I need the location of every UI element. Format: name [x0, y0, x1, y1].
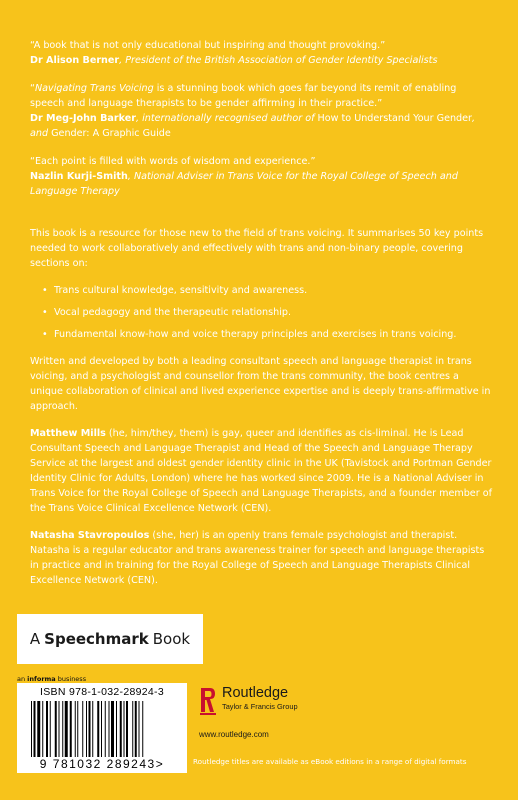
- barcode-bars: [31, 701, 173, 757]
- speechmark-imprint-logo: A Speechmark Book: [17, 614, 203, 664]
- quote-role: , National Adviser in Trans Voice for the Royal College of Speech and Language Therapy: [30, 171, 458, 197]
- quote-author: Dr Alison Berner: [30, 55, 120, 66]
- quote-attribution: Dr Meg-John Barker, internationally recognised author of How to Understand Your Gender, and Gender: A Graphic Guide: [30, 113, 476, 139]
- topic-list: [30, 283, 492, 342]
- topic-item: • Fundamental know-how and voice therapy principles and exercises in trans voicing.: [42, 329, 457, 340]
- author-bio-1: Matthew Mills (he, him/they, them) is gay, queer and identifies as cis-liminal. He is Lead Consultant Speech and Language Therapist and Head of the Speech and Language Therapy Service at the largest and oldest gender identity clinic in the UK (Tavistock and Portman Gender Identity Clinic for Adults, London) where he has worked since 2009. He is a National Adviser in Trans Voice for the Royal College of Speech and Language Therapists, and a founder member of the Trans Voice Clinical Excellence Network (CEN).: [30, 428, 492, 514]
- quote-attribution: [30, 169, 492, 199]
- description-body: Written and developed by both a leading consultant speech and language therapist in trans voicing, and a psychologist and counsellor from the trans community, the book centres a unique collaboration of clinical and lived experience expertise and is deeply trans-affirmative in approach.: [30, 356, 491, 412]
- quote-author: Dr Meg-John Barker: [30, 113, 136, 124]
- routledge-logo-icon: [199, 686, 217, 716]
- bullet-icon: •: [42, 307, 48, 318]
- bullet-icon: •: [42, 329, 48, 340]
- isbn-barcode: [17, 683, 187, 773]
- back-cover-text: [30, 38, 492, 600]
- book-title: Navigating Trans Voicing: [34, 83, 154, 94]
- quote-role: , President of the British Association of Gender Identity Specialists: [119, 55, 438, 66]
- bullet-icon: •: [42, 285, 48, 296]
- quote-1: [30, 38, 492, 68]
- informa-business-label: an informa business: [17, 675, 87, 683]
- isbn-number: ISBN 978-1-032-28924-3: [40, 686, 164, 698]
- speechmark-brand: Speechmark: [44, 630, 149, 648]
- quote-author: Nazlin Kurji-Smith: [30, 171, 128, 182]
- author-name: Natasha Stavropoulos: [30, 530, 150, 541]
- publisher-url[interactable]: www.routledge.com: [199, 730, 269, 739]
- topic-item: • Vocal pedagogy and the therapeutic relationship.: [42, 307, 292, 318]
- publisher-name: Routledge: [222, 685, 289, 701]
- quote-text: “Each point is filled with words of wisdom and experience.”: [30, 156, 316, 167]
- topic-item: • Trans cultural knowledge, sensitivity and awareness.: [42, 285, 308, 296]
- quote-2: [30, 81, 492, 141]
- publisher-group: Taylor & Francis Group: [222, 702, 298, 711]
- author-bio-2: Natasha Stavropoulos (she, her) is an openly trans female psychologist and therapist. Natasha is a regular educator and trans awareness trainer for speech and language therapists in practice and in training for the Royal College of Speech and Language Therapists Clinical Excellence Network (CEN).: [30, 530, 485, 586]
- barcode-digits: 9 781032 289243>: [39, 757, 165, 771]
- quote-text: “A book that is not only educational but inspiring and thought provoking.”: [30, 40, 386, 51]
- quote-text: “Navigating Trans Voicing is a stunning book which goes far beyond its remit of enabling speech and language therapists to be gender affirming in their practice.”: [30, 83, 457, 109]
- author-name: Matthew Mills: [30, 428, 106, 439]
- quote-attribution: [30, 53, 492, 68]
- description-intro: This book is a resource for those new to the field of trans voicing. It summarises 50 key points needed to work collaboratively and effectively with trans and non-binary people, covering sections on:: [30, 228, 484, 269]
- quote-3: [30, 154, 492, 199]
- ebook-note: Routledge titles are available as eBook editions in a range of digital formats: [193, 757, 467, 766]
